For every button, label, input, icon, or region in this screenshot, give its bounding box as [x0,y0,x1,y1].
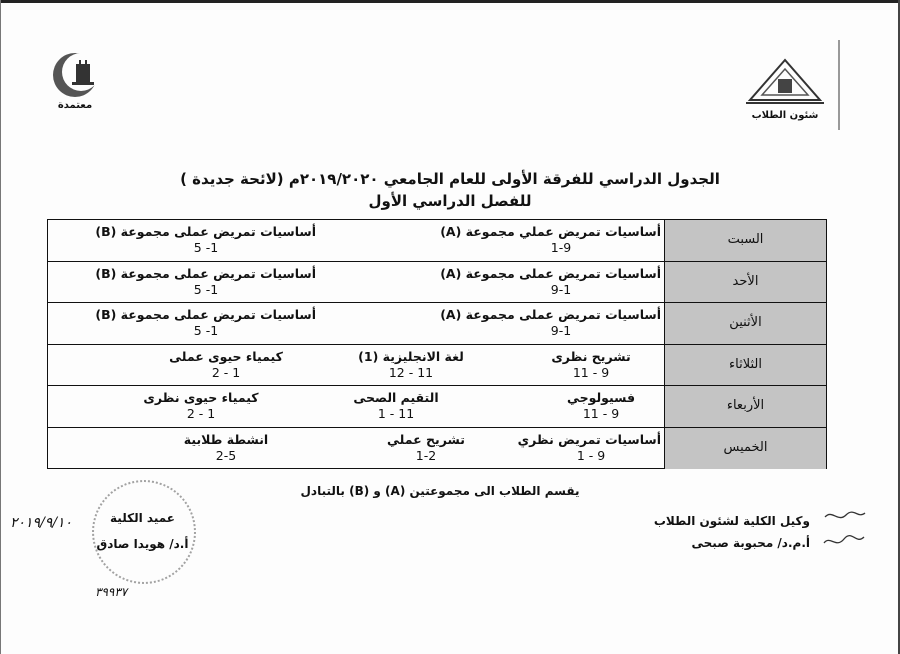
class-entry [326,390,466,422]
course-time: 1-2 [415,447,437,463]
course-name: كيمياء حيوى نظرى [143,390,259,405]
course-name: أساسيات تمريض عملي مجموعة (A) [440,224,661,239]
course-name: تشريح عملي [387,431,465,447]
course-name: أساسيات تمريض عملى مجموعة (A) [440,265,661,281]
class-entry [96,307,316,339]
crescent-logo-icon [50,50,100,100]
class-entry [440,307,661,339]
course-time: 9 - 11 [572,364,610,380]
handwritten-date: ٢٠١٩/٩/١٠ [10,515,73,531]
course-name: أساسيات تمريض نظري [517,431,661,447]
course-time: 9 - 1 [576,447,606,463]
class-entry [521,349,661,381]
class-entry [121,390,281,422]
accredited-label: معتمدة [57,100,93,111]
course-name: أساسيات تمريض عملى مجموعة (B) [95,224,316,239]
course-name: التقيم الصحى [353,390,439,405]
class-entry [440,224,661,256]
day-cell: السبت [664,220,826,261]
course-time: 11 - 1 [377,406,415,421]
course-time: 9-1 [550,323,572,338]
vice-dean-name: أ.م.د/ محبوبة صبحى [691,536,810,550]
signature-scribble-icon [820,505,870,555]
course-time: 1 - 2 [186,406,216,421]
handwritten-number: ٣٩٩٣٧ [95,585,128,599]
class-entry [146,349,306,381]
vice-dean-title: وكيل الكلية لشئون الطلاب [653,514,810,528]
vice-dean-signature-block [630,510,810,554]
course-name: تشريح نظرى [551,348,631,364]
course-name: كيمياء حيوى عملى [169,348,283,364]
table-row [48,345,826,387]
course-time: 1-9 [550,240,572,255]
day-cell: الخميس [664,428,826,470]
course-time: 2-5 [215,447,237,463]
course-time: 9-1 [550,281,572,297]
university-logo [735,55,835,130]
table-row [48,303,826,345]
schedule-title: الجدول الدراسي للفرقة الأولى للعام الجامعي ٢٠١٩/٢٠٢٠م (لائحة جديدة ) [180,170,720,188]
course-name: أساسيات تمريض عملى مجموعة (B) [95,307,316,322]
semester-subtitle: للفصل الدراسي الأول [368,192,532,210]
class-entry [96,224,316,256]
university-emblem-icon [740,55,830,110]
class-entry [440,265,661,298]
course-name: فسيولوجي [566,390,636,405]
class-entry [541,390,661,422]
course-time: 1 - 2 [211,364,241,380]
day-cell: الأحد [664,262,826,303]
course-time: 1- 5 [193,323,219,338]
student-affairs-label: شئون الطلاب [751,110,819,121]
table-row [48,220,826,262]
class-entry [356,432,496,464]
course-name: أساسيات تمريض عملى مجموعة (A) [440,307,661,322]
faculty-logo [40,50,110,125]
dean-title: عميد الكلية [110,511,175,525]
table-row [48,262,826,304]
table-row [48,386,826,428]
class-entry [156,432,296,464]
class-entry [336,349,486,381]
course-name: أساسيات تمريض عملى مجموعة (B) [95,265,316,281]
dean-signature-block [95,505,190,557]
table-row [48,428,826,470]
header-divider [838,40,840,130]
course-time: 9 - 11 [582,406,620,421]
course-time: 1- 5 [193,281,219,297]
class-entry [96,266,316,298]
course-name: لغة الانجليزية (1) [358,348,464,364]
class-entry [517,431,661,464]
groups-note: يقسم الطلاب الى مجموعتين (A) و (B) بالتبادل [300,484,580,498]
scan-top-border [0,0,900,3]
day-cell: الثلاثاء [664,345,826,386]
scan-left-border [0,0,1,654]
course-time: 1- 5 [193,240,219,255]
day-cell: الأربعاء [664,386,826,427]
dean-name: أ.د/ هويدا صادق [96,537,189,551]
course-name: انشطة طلابية [183,431,269,447]
schedule-table [47,219,827,469]
course-time: 11 - 12 [388,364,434,380]
day-cell: الأثنين [664,303,826,344]
